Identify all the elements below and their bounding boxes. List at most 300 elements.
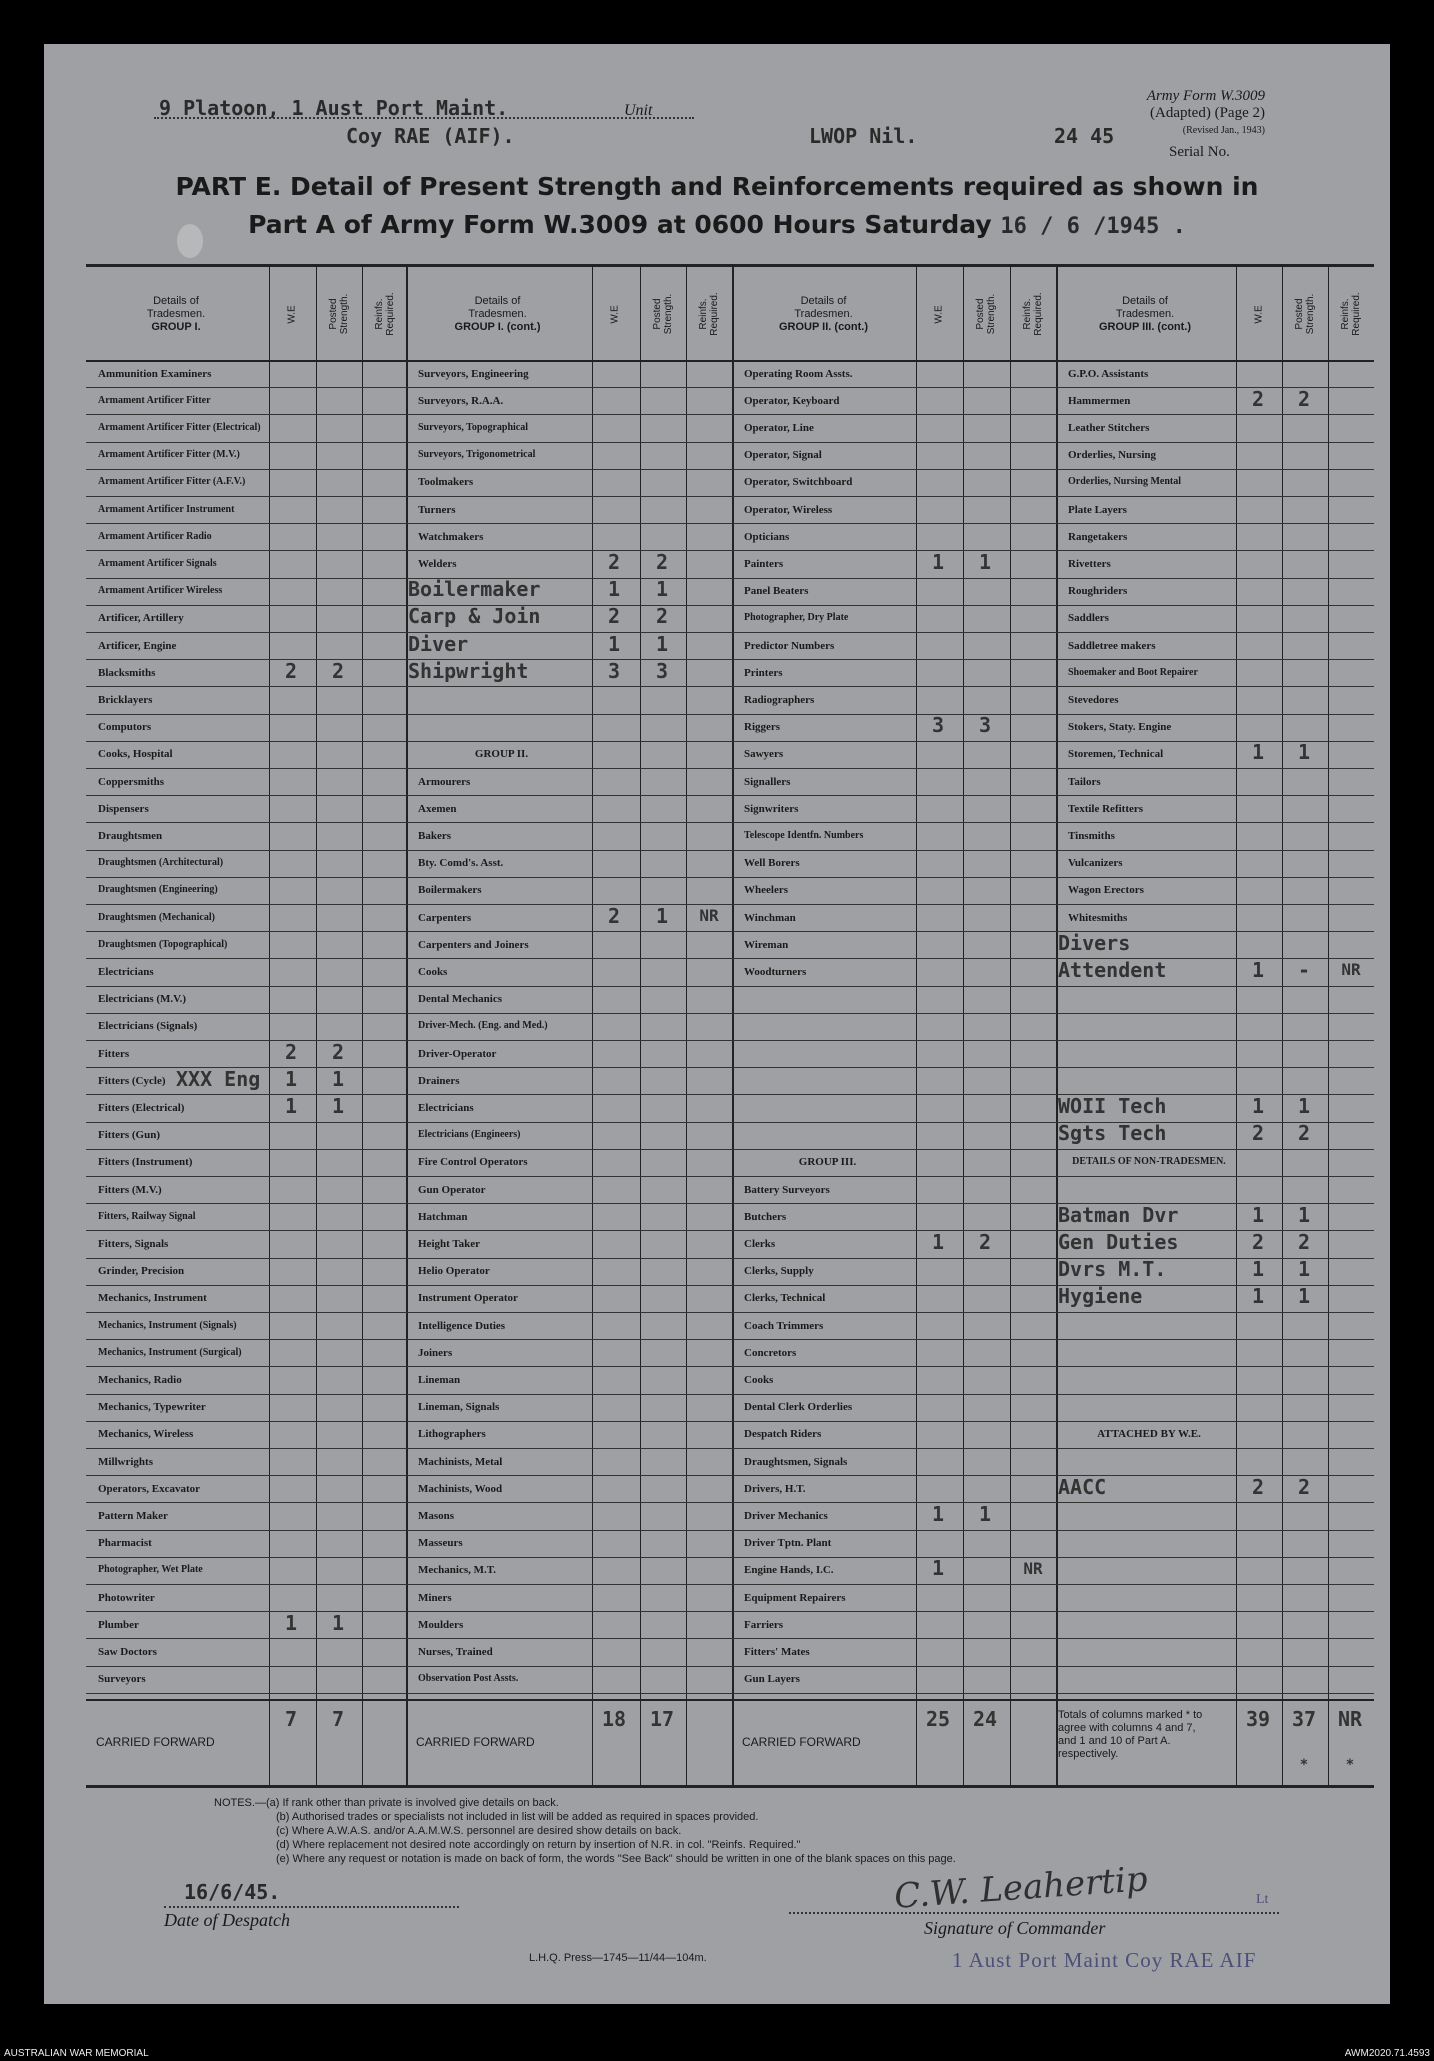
trade-label: Fitters (M.V.) [98, 1183, 162, 1196]
trade-label: Sawyers [744, 748, 784, 761]
typed-entry: Diver [408, 631, 469, 656]
trade-label: Signwriters [744, 802, 799, 815]
trade-label: Draughtsmen (Engineering) [98, 884, 218, 896]
table-row [86, 1339, 1374, 1367]
army-form-box [1147, 88, 1265, 139]
trade-label: Engine Hands, I.C. [744, 1564, 834, 1577]
cell-posted: 2 [331, 1039, 345, 1064]
cell-posted: 1 [655, 577, 669, 602]
trade-label: Draughtsmen [98, 829, 163, 842]
trade-label: Armament Artificer Fitter (Electrical) [98, 421, 261, 433]
trade-label: Lineman, Signals [418, 1401, 500, 1414]
cell-reinfs: NR [699, 906, 719, 925]
header-reinfs-required [1329, 273, 1373, 355]
table-row [86, 958, 1374, 986]
trade-label: Mechanics, Instrument [98, 1292, 207, 1305]
carried-forward-total-c4_we: 39 [1245, 1707, 1271, 1731]
cell-we: 1 [1251, 1284, 1265, 1309]
trade-label: Mechanics, Typewriter [98, 1401, 206, 1414]
trade-label: Stokers, Staty. Engine [1068, 721, 1172, 734]
cell-posted: 1 [655, 631, 669, 656]
table-row [86, 1285, 1374, 1313]
typed-entry: Dvrs M.T. [1058, 1257, 1167, 1282]
cell-posted: 3 [978, 713, 992, 738]
trade-label: Winchman [744, 911, 796, 924]
trade-label: Stevedores [1068, 693, 1119, 706]
trade-label: Photographer, Dry Plate [744, 612, 849, 624]
header-group-name: GROUP I. (cont.) [454, 320, 541, 333]
carried-forward-label [416, 1699, 585, 1785]
typed-entry: Shipwright [408, 658, 529, 683]
trade-label: Electricians [98, 965, 154, 978]
carried-forward-total-c4_reinfs: NR [1337, 1707, 1363, 1731]
header-we-text: W.E [933, 304, 945, 324]
trade-label: Whitesmiths [1068, 911, 1128, 924]
cell-posted: 2 [331, 658, 345, 683]
trade-label: Printers [744, 666, 783, 679]
trade-label: Fitters (Instrument) [98, 1156, 193, 1169]
header-we [917, 273, 961, 355]
totals-note: Totals of columns marked * to agree with columns 4 and 7, and 1 and 10 of Part A. respectively. [1058, 1709, 1203, 1760]
cell-we: 2 [1251, 1474, 1265, 1499]
carried-forward-label [742, 1699, 911, 1785]
trade-label: Riggers [744, 721, 781, 734]
trade-label: GROUP III. [798, 1156, 857, 1169]
cell-we: 2 [607, 903, 621, 928]
table-row [86, 1530, 1374, 1558]
asterisk-mark: * [1299, 1757, 1309, 1773]
table-row [86, 1666, 1374, 1694]
trade-label: Operating Room Assts. [744, 367, 853, 380]
trade-label: G.P.O. Assistants [1068, 367, 1149, 380]
trade-label: Draughtsmen, Signals [744, 1455, 848, 1468]
note-a: NOTES.—(a) If rank other than private is involved give details on back. [214, 1797, 559, 1809]
unit-label: Unit [624, 102, 653, 119]
part-e-title-line2 [44, 210, 1390, 239]
trade-label: Surveyors, Topographical [418, 421, 529, 433]
rank-stamp: Lt [1256, 1892, 1269, 1907]
trade-label: Armament Artificer Signals [98, 557, 217, 569]
trade-label: Clerks, Supply [744, 1265, 814, 1278]
trade-label: Masons [418, 1509, 455, 1522]
column-header-details [90, 271, 262, 357]
table-row [86, 1475, 1374, 1503]
cell-we: 1 [607, 631, 621, 656]
trade-label: Opticians [744, 530, 790, 543]
trade-label: Telescope Identfn. Numbers [744, 829, 864, 841]
trade-label: Operator, Keyboard [744, 394, 840, 407]
despatch-label: Date of Despatch [164, 1910, 290, 1930]
unit-name-line1: 9 Platoon, 1 Aust Port Maint. [159, 96, 509, 120]
header-we-text: W.E [1253, 304, 1265, 324]
trade-label: Operator, Signal [744, 449, 822, 462]
header-we-text: W.E [609, 304, 621, 324]
carried-forward-posted: 17 [649, 1707, 675, 1731]
typed-entry: Gen Duties [1058, 1229, 1179, 1254]
trade-label: Dental Mechanics [418, 993, 503, 1006]
trade-label: Surveyors, Trigonometrical [418, 449, 536, 461]
trade-label: Armourers [418, 775, 471, 788]
trade-label: Clerks, Technical [744, 1292, 826, 1305]
trade-label: Driver-Mech. (Eng. and Med.) [418, 1020, 548, 1032]
trade-label: Lineman [418, 1373, 461, 1386]
trade-label: Photowriter [98, 1591, 155, 1604]
table-row [86, 1502, 1374, 1530]
header-we [270, 273, 314, 355]
note-e: (e) Where any request or notation is made on back of form, the words "See Back" should be written in one of the blank spaces on this page. [276, 1853, 956, 1865]
carried-forward-we: 7 [284, 1707, 298, 1731]
trade-label: Dental Clerk Orderlies [744, 1401, 853, 1414]
cell-we: 2 [607, 604, 621, 629]
cell-we: 1 [284, 1093, 298, 1118]
trade-label: Pharmacist [98, 1537, 152, 1550]
table-row [86, 1258, 1374, 1286]
trade-label: Boilermakers [418, 884, 482, 897]
trade-label: Axemen [418, 802, 457, 815]
header-posted-strength [641, 273, 685, 355]
typed-entry: Hygiene [1058, 1284, 1143, 1309]
carried-forward-posted: 7 [331, 1707, 345, 1731]
header-details-line: Tradesmen. [468, 307, 527, 320]
table-row [86, 1448, 1374, 1476]
trade-label: Concretors [744, 1346, 797, 1359]
trade-label: GROUP II. [474, 748, 529, 761]
cell-we: 1 [284, 1610, 298, 1635]
trade-label: Storemen, Technical [1068, 748, 1164, 761]
cell-we: 2 [284, 1039, 298, 1064]
trade-label: Despatch Riders [744, 1428, 822, 1441]
trade-label: Operator, Switchboard [744, 476, 853, 489]
trade-label: Woodturners [744, 965, 807, 978]
header-details-line: Tradesmen. [1115, 307, 1175, 320]
cell-posted: 1 [1297, 1284, 1311, 1309]
header-posted-strength-text: Posted Strength. [652, 293, 674, 335]
trade-label: Carpenters and Joiners [418, 938, 529, 951]
title-date-typed: 16 / 6 /1945 . [1000, 214, 1186, 239]
trade-label: Mechanics, Instrument (Signals) [98, 1319, 237, 1331]
trade-label: Saw Doctors [98, 1645, 157, 1658]
trade-label: Fitters [98, 1047, 130, 1060]
trade-label: Armament Artificer Fitter (M.V.) [98, 449, 240, 461]
typed-entry: Sgts Tech [1058, 1121, 1167, 1146]
trade-label: Lithographers [418, 1428, 486, 1441]
trade-label: Machinists, Wood [418, 1482, 503, 1495]
table-row [86, 1203, 1374, 1231]
header-we-text: W.E [286, 304, 298, 324]
trade-label: Electricians [418, 1101, 474, 1114]
trade-label: Observation Post Assts. [418, 1673, 519, 1685]
trade-label: Electricians (M.V.) [98, 993, 187, 1006]
trade-label: Saddletree makers [1068, 639, 1156, 652]
trade-label: Mechanics, Wireless [98, 1428, 194, 1441]
trade-label: Radiographers [744, 693, 815, 706]
army-form-revised: (Revised Jan., 1943) [1182, 125, 1265, 136]
trade-label: Fire Control Operators [418, 1156, 528, 1169]
trade-label: Plate Layers [1068, 503, 1127, 516]
trade-label: Instrument Operator [418, 1292, 518, 1305]
trade-label: Driver Tptn. Plant [744, 1537, 832, 1550]
header-details-line: Details of [1122, 294, 1168, 307]
column-header-details [1060, 271, 1230, 357]
trade-label: Roughriders [1068, 585, 1128, 598]
cell-we: 1 [1251, 1202, 1265, 1227]
trade-label: Fitters, Signals [98, 1237, 169, 1250]
cell-posted: 1 [331, 1066, 345, 1091]
header-reinfs-required-text: Reinfs. Required. [698, 292, 720, 336]
trade-label: Computors [98, 721, 152, 734]
trade-label: Driver Mechanics [744, 1509, 828, 1522]
cell-posted: - [1297, 957, 1311, 982]
trade-label: Well Borers [744, 857, 800, 870]
trade-label: Armament Artificer Radio [98, 530, 212, 542]
table-row [86, 1394, 1374, 1422]
table-row [86, 1230, 1374, 1258]
header-details-line: Tradesmen. [146, 307, 206, 320]
trade-label: Fitters (Gun) [98, 1129, 161, 1142]
cell-we: 1 [1251, 1093, 1265, 1118]
typed-entry: Attendent [1058, 957, 1167, 982]
note-b: (b) Authorised trades or specialists not included in list will be added as required in spaces provided. [276, 1811, 759, 1823]
cell-we: 2 [1251, 1121, 1265, 1146]
header-posted-strength [1283, 273, 1327, 355]
header-we [593, 273, 637, 355]
trade-label: Dispensers [98, 802, 149, 815]
trade-label: Artificer, Engine [98, 639, 177, 652]
cell-we: 2 [1251, 1229, 1265, 1254]
unit-dotted-line [154, 117, 694, 119]
printer-imprint: L.H.Q. Press—1745—11/44—104m. [529, 1952, 707, 1964]
trade-label: Painters [744, 557, 784, 570]
trade-label: Drivers, H.T. [744, 1482, 806, 1495]
form-sheet [44, 44, 1390, 2004]
typed-entry: XXX Eng [176, 1066, 261, 1091]
archive-caption-right: AWM2020.71.4593 [1344, 2048, 1430, 2059]
trade-label: Wireman [744, 938, 789, 951]
typed-entry: AACC [1058, 1474, 1107, 1499]
trade-label: Mechanics, Instrument (Surgical) [98, 1346, 242, 1358]
trade-label: Joiners [418, 1346, 453, 1359]
trade-label: Driver-Operator [418, 1047, 497, 1060]
cell-posted: 1 [1297, 1202, 1311, 1227]
cell-posted: 3 [655, 658, 669, 683]
typed-entry: WOII Tech [1058, 1093, 1167, 1118]
trade-label: Rangetakers [1068, 530, 1128, 543]
typed-entry: Divers [1058, 930, 1131, 955]
trade-label: Nurses, Trained [418, 1645, 493, 1658]
table-row [86, 1638, 1374, 1666]
cell-we: 1 [284, 1066, 298, 1091]
trade-label: Gun Operator [418, 1183, 486, 1196]
column-header-details [736, 271, 911, 357]
cell-posted: 1 [655, 903, 669, 928]
trade-label: Bakers [418, 829, 451, 842]
table-row [86, 1013, 1374, 1041]
carried-forward-text: CARRIED FORWARD [742, 1735, 861, 1749]
trade-label: Surveyors, R.A.A. [418, 394, 504, 407]
cell-we: 2 [284, 658, 298, 683]
trade-label: Turners [418, 503, 456, 516]
header-details-line: Tradesmen. [794, 307, 853, 320]
carried-forward-total-c4_posted: 37 [1291, 1707, 1317, 1731]
table-row [86, 1584, 1374, 1612]
trade-label: Height Taker [418, 1237, 481, 1250]
trade-label: Blacksmiths [98, 666, 156, 679]
header-reinfs-required [363, 273, 407, 355]
trade-label: Surveyors [98, 1673, 146, 1686]
table-row [86, 1366, 1374, 1394]
trade-label: Welders [418, 557, 457, 570]
carried-forward-label [96, 1699, 262, 1785]
trade-label: Electricians (Signals) [98, 1020, 198, 1033]
notes-block [214, 1796, 956, 1866]
cell-posted: 1 [1297, 740, 1311, 765]
cell-we: 1 [1251, 1257, 1265, 1282]
cell-we: 1 [931, 1229, 945, 1254]
note-d: (d) Where replacement not desired note accordingly on return by insertion of N.R. in col. "Reinfs. Required." [276, 1839, 801, 1851]
trade-label: Operators, Excavator [98, 1482, 201, 1495]
trade-label: Hatchman [418, 1210, 468, 1223]
cell-posted: 2 [1297, 1229, 1311, 1254]
cell-reinfs: NR [1023, 1558, 1043, 1578]
trade-label: Draughtsmen (Mechanical) [98, 911, 215, 923]
trade-label: Leather Stitchers [1068, 421, 1150, 434]
cell-posted: 2 [1297, 1474, 1311, 1499]
trade-label: Bty. Comd's. Asst. [418, 857, 504, 870]
trade-label: Cooks [418, 965, 448, 978]
trade-label: Plumber [98, 1618, 139, 1631]
trade-label: Draughtsmen (Topographical) [98, 938, 228, 950]
army-form-number: Army Form W.3009 [1146, 88, 1265, 104]
trade-label: Masseurs [418, 1537, 463, 1550]
trade-label: Draughtsmen (Architectural) [98, 857, 224, 869]
archive-caption-left: AUSTRALIAN WAR MEMORIAL [4, 2048, 149, 2059]
trade-label: Armament Artificer Fitter [98, 394, 211, 406]
cell-we: 3 [931, 713, 945, 738]
signature-dotted-line [789, 1912, 1279, 1914]
trade-label: Battery Surveyors [744, 1183, 830, 1196]
trade-label: Armament Artificer Instrument [98, 503, 235, 515]
cell-reinfs: NR [1341, 960, 1361, 980]
trade-label: Signallers [744, 775, 791, 788]
trade-label: Helio Operator [418, 1265, 490, 1278]
trade-label: Toolmakers [418, 476, 474, 489]
typed-entry: Boilermaker [408, 577, 541, 602]
trade-label: Pattern Maker [98, 1509, 168, 1522]
header-posted-strength [964, 273, 1008, 355]
trade-label: Artificer, Artillery [98, 612, 184, 625]
header-we [1237, 273, 1281, 355]
cell-posted: 1 [331, 1610, 345, 1635]
trade-label: Gun Layers [744, 1673, 800, 1686]
typed-entry: Batman Dvr [1058, 1202, 1179, 1227]
trade-label: Vulcanizers [1068, 857, 1123, 870]
cell-posted: 1 [1297, 1093, 1311, 1118]
unit-name-line2: Coy RAE (AIF). [346, 124, 515, 148]
table-row [86, 1122, 1374, 1150]
typed-entry: Carp & Join [408, 604, 541, 629]
trade-label: Wheelers [744, 884, 788, 897]
trade-label: Orderlies, Nursing Mental [1068, 476, 1182, 488]
trade-label: Moulders [418, 1618, 464, 1631]
table-row [86, 1557, 1374, 1585]
column-header-details [410, 271, 585, 357]
commander-signature: C.W. Leahertip [892, 1859, 1149, 1917]
trade-label: Tailors [1068, 775, 1101, 788]
cell-we: 1 [931, 1501, 945, 1526]
header-posted-strength-text: Posted Strength. [328, 293, 350, 335]
strength-table [86, 264, 1374, 1788]
trade-label: Watchmakers [418, 530, 484, 543]
trade-label: Cooks [744, 1373, 774, 1386]
part-e-title-line1: PART E. Detail of Present Strength and Reinforcements required as shown in [175, 172, 1259, 201]
cell-posted: 2 [655, 549, 669, 574]
cell-we: 1 [931, 549, 945, 574]
army-form-adapted: (Adapted) (Page 2) [1150, 105, 1265, 121]
trade-label: Machinists, Metal [418, 1455, 503, 1468]
despatch-dotted-line [164, 1906, 459, 1908]
trade-label: Shoemaker and Boot Repairer [1068, 666, 1198, 678]
trade-label: Equipment Repairers [744, 1591, 846, 1604]
trade-label: Carpenters [418, 911, 472, 924]
trade-label: Panel Beaters [744, 585, 809, 598]
trade-label: Rivetters [1068, 557, 1111, 570]
trade-label: Photographer, Wet Plate [98, 1564, 203, 1576]
header-group-name: GROUP III. (cont.) [1098, 320, 1192, 333]
header-details-line: Details of [153, 294, 199, 307]
trade-label: Bricklayers [98, 693, 153, 706]
cell-we: 1 [607, 577, 621, 602]
trade-label: Operator, Line [744, 421, 814, 434]
trade-label: Armament Artificer Fitter (A.F.V.) [98, 476, 246, 488]
table-row [86, 1312, 1374, 1340]
trade-label: Operator, Wireless [744, 503, 833, 516]
cell-posted: 1 [1297, 1257, 1311, 1282]
cell-we: 2 [607, 549, 621, 574]
trade-label: Wagon Erectors [1068, 884, 1144, 897]
header-reinfs-required-text: Reinfs. Required. [374, 292, 396, 336]
carried-forward-we: 18 [601, 1707, 627, 1731]
header-reinfs-required-text: Reinfs. Required. [1340, 292, 1362, 336]
trade-label: Fitters (Cycle) [98, 1074, 166, 1087]
signature-label: Signature of Commander [924, 1918, 1106, 1938]
trade-label: Fitters' Mates [744, 1645, 810, 1658]
trade-label: Armament Artificer Wireless [98, 585, 223, 597]
header-details-line: Details of [800, 294, 847, 307]
carried-forward-posted: 24 [972, 1707, 998, 1731]
table-row [86, 986, 1374, 1014]
header-posted-strength-text: Posted Strength. [975, 293, 997, 335]
serial-typed: 24 45 [1054, 124, 1115, 148]
header-reinfs-required [687, 273, 731, 355]
cell-we: 3 [607, 658, 621, 683]
trade-label: Mechanics, Radio [98, 1373, 182, 1386]
trade-label: Hammermen [1068, 394, 1131, 407]
carried-forward-we: 25 [925, 1707, 951, 1731]
trade-label: Saddlers [1068, 612, 1109, 625]
header-details-line: Details of [474, 294, 521, 307]
cell-posted: 1 [978, 549, 992, 574]
trade-label: Textile Refitters [1068, 802, 1144, 815]
carried-forward-text: CARRIED FORWARD [96, 1735, 215, 1749]
trade-label: Butchers [744, 1210, 787, 1223]
trade-label: Grinder, Precision [98, 1265, 185, 1278]
cell-posted: 1 [978, 1501, 992, 1526]
trade-label: DETAILS OF NON-TRADESMEN. [1072, 1156, 1226, 1168]
carried-forward-rule [86, 1699, 1374, 1701]
table-row [86, 1176, 1374, 1204]
cell-we: 1 [1251, 957, 1265, 982]
trade-label: Surveyors, Engineering [418, 367, 529, 380]
